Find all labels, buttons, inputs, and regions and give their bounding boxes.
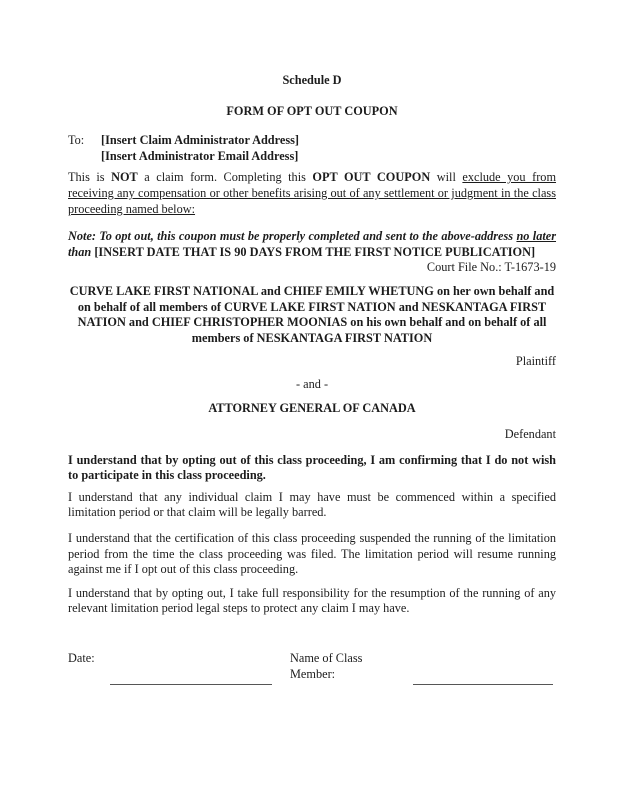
- recipient-addresses: [101, 133, 299, 164]
- name-label-line-2: Member:: [290, 666, 336, 681]
- confirmation-paragraph: I understand that by opting out of this class proceeding, I am confirming that I do not wish to participate in this class proceeding.: [68, 452, 556, 483]
- note-paragraph: [68, 229, 556, 260]
- limitation-suspension-paragraph: I understand that the certification of this class proceeding suspended the running of the limitation period from the time the class proceeding was filed. The limitation period will resume running against me if I opt out of this class proceeding.: [68, 531, 556, 577]
- plaintiff-style-of-cause: CURVE LAKE FIRST NATIONAL and CHIEF EMILY WHETUNG on her own behalf and on behalf of all members of CURVE LAKE FIRST NATION and NESKANTAGA FIRST NATION and CHIEF CHRISTOPHER MOONIAS on his own behalf and on behalf of all members of NESKANTAGA FIRST NATION: [69, 283, 555, 345]
- note-text-1: Note: To opt out, this coupon must be properly completed and sent to the above-address: [68, 229, 517, 244]
- court-file-number: Court File No.: T-1673-19: [426, 260, 556, 275]
- signature-block: [68, 651, 556, 707]
- to-label: To:: [68, 133, 85, 148]
- opt-out-coupon-form: [68, 0, 556, 707]
- intro-text-3: will: [430, 170, 463, 185]
- intro-paragraph: [68, 170, 556, 217]
- name-of-class-member-label: [290, 651, 410, 682]
- responsibility-paragraph: I understand that by opting out, I take full responsibility for the resumption of the running of any relevant limitation period legal steps to protect any claim I may have.: [68, 585, 556, 616]
- date-fill-line[interactable]: [110, 684, 272, 685]
- intro-opt-out-coupon-emphasis: OPT OUT COUPON: [312, 170, 431, 185]
- intro-exclusion-warning: exclude you from receiving any compensation or other benefits arising out of any settlement or judgment in the class proceeding named below:: [68, 170, 557, 216]
- administrator-email-address-placeholder: [Insert Administrator Email Address]: [101, 148, 299, 163]
- intro-text-1: This is: [68, 170, 112, 185]
- name-label-line-1: Name of Class: [290, 651, 363, 666]
- limitation-commencement-paragraph: I understand that any individual claim I may have must be commenced within a specified limitation period or that claim will be legally barred.: [68, 489, 556, 520]
- defendant-style-of-cause: ATTORNEY GENERAL OF CANADA: [208, 400, 416, 415]
- intro-not-emphasis: NOT: [111, 170, 138, 185]
- plaintiff-role-label: Plaintiff: [515, 354, 556, 369]
- note-text-2: than: [68, 244, 95, 259]
- defendant-role-label: Defendant: [504, 427, 556, 442]
- insert-date-placeholder: [INSERT DATE THAT IS 90 DAYS FROM THE FIRST NOTICE PUBLICATION]: [94, 244, 536, 259]
- note-deadline-emphasis: no later: [516, 229, 557, 244]
- schedule-label: Schedule D: [282, 73, 342, 87]
- name-fill-line[interactable]: [413, 684, 553, 685]
- claim-administrator-address-placeholder: [Insert Claim Administrator Address]: [101, 133, 300, 148]
- party-separator: - and -: [295, 376, 329, 391]
- date-label: Date:: [68, 651, 95, 666]
- form-title: FORM OF OPT OUT COUPON: [226, 103, 398, 118]
- intro-text-2: a claim form. Completing this: [137, 170, 313, 185]
- recipient-block: [68, 133, 556, 164]
